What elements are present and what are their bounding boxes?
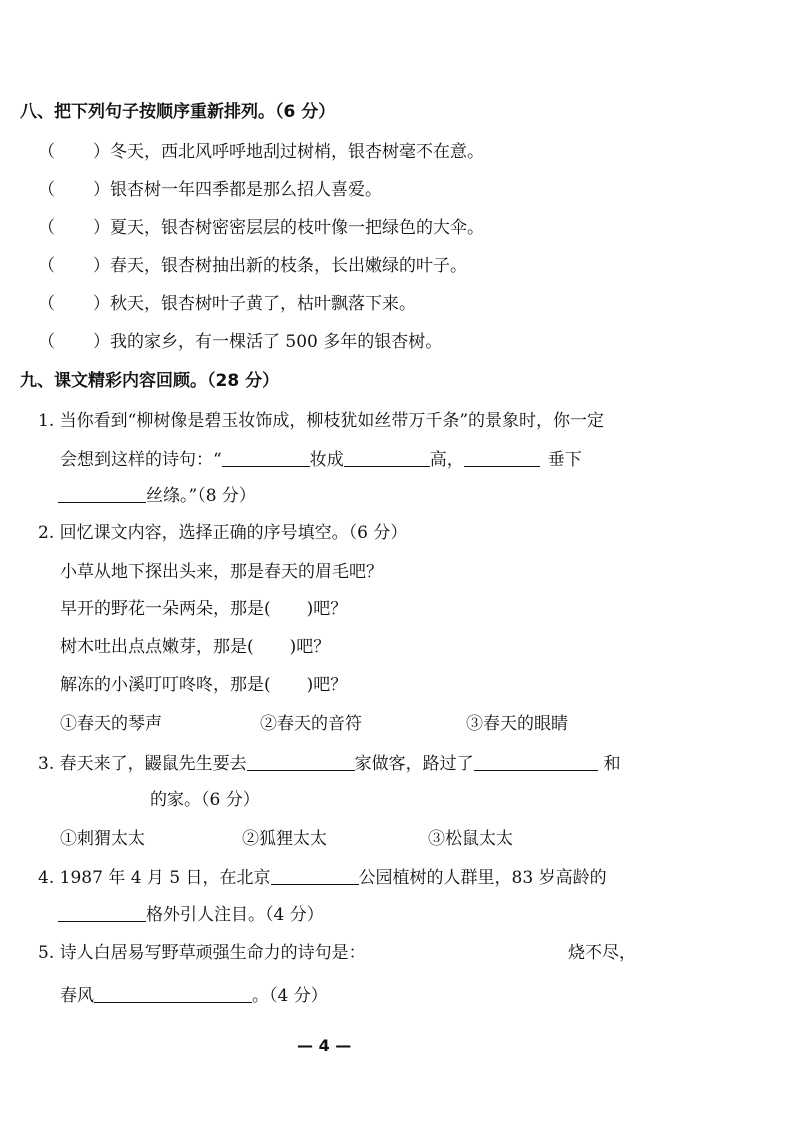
q4-blank-1[interactable] bbox=[271, 866, 359, 885]
q1-blank-1[interactable] bbox=[222, 448, 310, 467]
ordering-item-1: （ ）冬天，西北风呼呼地刮过树梢，银杏树毫不在意。 bbox=[38, 142, 484, 162]
q4-line-2: 格外引人注目。（4 分） bbox=[58, 903, 324, 926]
q2-option-3: ③春天的眼睛 bbox=[466, 714, 568, 734]
ordering-item-6: （ ）我的家乡，有一棵活了 500 多年的银杏树。 bbox=[38, 332, 443, 352]
q3-option-2: ②狐狸太太 bbox=[242, 829, 327, 849]
q3-options bbox=[60, 828, 513, 850]
q3-line-2: 的家。（6 分） bbox=[150, 790, 260, 810]
ordering-item-2: （ ）银杏树一年四季都是那么招人喜爱。 bbox=[38, 180, 382, 200]
q5-blank-1[interactable] bbox=[94, 984, 252, 1003]
ordering-item-5: （ ）秋天，银杏树叶子黄了，枯叶飘落下来。 bbox=[38, 294, 416, 314]
q4-blank-2[interactable] bbox=[58, 903, 146, 922]
q5-line-2: 春风 。（4 分） bbox=[60, 986, 328, 1006]
q1-blank-2[interactable] bbox=[344, 448, 430, 467]
q1-line-2: 会想到这样的诗句：“ 妆成 高， 垂下 bbox=[60, 450, 582, 470]
q1-blank-3[interactable] bbox=[464, 448, 540, 467]
q1-blank-4[interactable] bbox=[58, 484, 146, 503]
q2-option-2: ②春天的音符 bbox=[260, 714, 362, 734]
q3-blank-1[interactable] bbox=[247, 752, 355, 771]
q2-line-1: 2. 回忆课文内容，选择正确的序号填空。（6 分） bbox=[38, 523, 408, 543]
q2-options bbox=[60, 713, 568, 735]
ordering-item-4: （ ）春天，银杏树抽出新的枝条，长出嫩绿的叶子。 bbox=[38, 256, 467, 276]
q2-option-1: ①春天的琴声 bbox=[60, 714, 162, 734]
q3-blank-2[interactable] bbox=[474, 752, 598, 771]
q3-line-1: 3. 春天来了，鼹鼠先生要去 家做客，路过了 和 bbox=[38, 754, 621, 774]
q2-line-5: 解冻的小溪叮叮咚咚，那是( )吧？ bbox=[60, 675, 348, 695]
section-8-heading: 八、把下列句子按顺序重新排列。（6 分） bbox=[20, 102, 336, 122]
q2-line-3: 早开的野花一朵两朵，那是( )吧？ bbox=[60, 599, 348, 619]
q5-line-1: 5. 诗人白居易写野草顽强生命力的诗句是： bbox=[38, 943, 366, 963]
ordering-item-3: （ ）夏天，银杏树密密层层的枝叶像一把绿色的大伞。 bbox=[38, 218, 484, 238]
q1-line-3: 丝绦。”（8 分） bbox=[58, 484, 256, 507]
page-number: — 4 — bbox=[297, 1036, 352, 1055]
q4-line-1: 4. 1987 年 4 月 5 日，在北京 公园植树的人群里，83 岁高龄的 bbox=[38, 868, 607, 888]
q3-option-1: ①刺猬太太 bbox=[60, 829, 145, 849]
q2-line-2: 小草从地下探出头来，那是春天的眉毛吧？ bbox=[60, 562, 383, 582]
q5-line-1-end: 烧不尽， bbox=[568, 943, 636, 963]
q2-line-4: 树木吐出点点嫩芽，那是( )吧？ bbox=[60, 637, 331, 657]
section-9-heading: 九、课文精彩内容回顾。（28 分） bbox=[20, 371, 280, 391]
q3-option-3: ③松鼠太太 bbox=[428, 829, 513, 849]
q1-line-1: 1. 当你看到“柳树像是碧玉妆饰成，柳枝犹如丝带万千条”的景象时，你一定 bbox=[38, 411, 605, 431]
